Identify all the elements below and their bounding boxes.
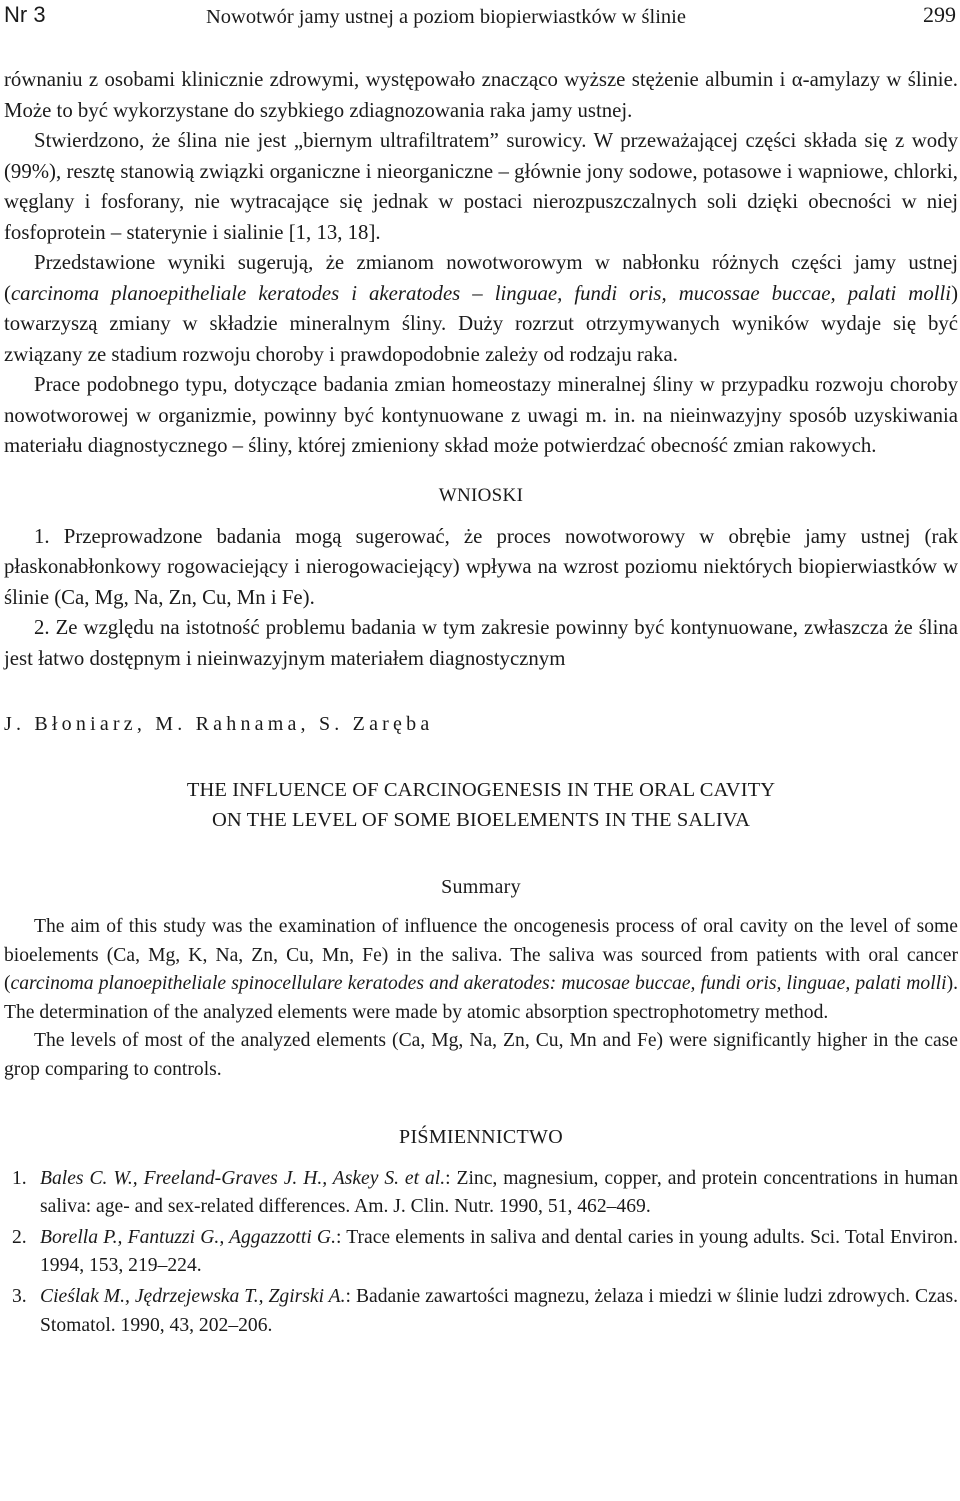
summary-latin-terms: carcinoma planoepitheliale spinocellulare keratodes and akeratodes: mucosae buccae, fundi oris, linguae, palati molli (10, 973, 947, 995)
reference-authors: Bales C. W., Freeland-Graves J. H., Askey S. et al. (40, 1167, 446, 1189)
summary-paragraph-1-text-a: The aim of this study was the examination of influence the oncogenesis process of oral cavity on the level of some bioelements (Ca, Mg, K, Na, Zn, Cu, Mn, Fe) in the saliva. The saliva was sourced from patients with oral cancer ( (4, 916, 958, 995)
page (4, 0, 958, 1342)
reference-details: : Zinc, magnesium, copper, and protein concentrations in human saliva: age- and sex-related differences. Am. J. Clin. Nutr. 1990, 51, 462–469. (40, 1167, 958, 1218)
summary-paragraph-2: The levels of most of the analyzed elements (Ca, Mg, Na, Zn, Cu, Mn and Fe) were significantly higher in the case grop comparing to controls. (4, 1030, 958, 1080)
reference-authors: Borella P., Fantuzzi G., Aggazzotti G. (40, 1226, 336, 1248)
english-authors: J. Błoniarz, M. Rahnama, S. Zaręba (4, 713, 434, 735)
reference-item (4, 1224, 958, 1281)
paragraph-4: Prace podobnego typu, dotyczące badania zmian homeostazy mineralnej śliny w przypadku rozwoju choroby nowotworowej w organizmie, powinny być kontynuowane z uwagi m. in. na nieinwazyjny sposób uzyskiwania materiału diagnostycznego – śliny, której zmieniony skład może potwierdzać obecność zmian rakowych. (4, 373, 958, 457)
reference-number: 2. (12, 1226, 27, 1248)
summary-body (4, 913, 958, 1085)
paragraph-1: równaniu z osobami klinicznie zdrowymi, występowało znacząco wyższe stężenie albumin i α-amylazy w ślinie. Może to być wykorzystane do szybkiego zdiagnozowania raka jamy ustnej. (4, 68, 958, 122)
paragraph-3-text-a: Przedstawione wyniki sugerują, że zmianom nowotworowym w nabłonku różnych części jamy ustnej ( (4, 251, 958, 305)
paragraph-3 (4, 248, 958, 370)
paragraph-3-text-b: ) towarzyszą zmiany w składzie mineralnym śliny. Duży rozrzut otrzymywanych wyników wydaje się być związany ze stadium rozwoju choroby i prawdopodobnie zależy od rodzaju raka. (4, 281, 958, 366)
running-header (4, 0, 958, 44)
issue-number: Nr 3 (4, 2, 46, 27)
page-number: 299 (923, 2, 956, 27)
reference-item (4, 1165, 958, 1222)
english-title-line-1: THE INFLUENCE OF CARCINOGENESIS IN THE ORAL CAVITY (186, 779, 776, 801)
reference-number: 1. (12, 1167, 27, 1189)
reference-item (4, 1283, 958, 1340)
conclusion-item-1: 1. Przeprowadzone badania mogą sugerować, że proces nowotworowy w obrębie jamy ustnej (rak płaskonabłonkowy rogowaciejący i nierogowaciejący) wpływa na wzrost poziomu niektórych biopierwiastków w ślinie (Ca, Mg, Na, Zn, Cu, Mn i Fe). (4, 524, 958, 609)
conclusion-item-2: 2. Ze względu na istotność problemu badania w tym zakresie powinny być kontynuowane, zwłaszcza że ślina jest łatwo dostępnym i nieinwazyjnym materiałem diagnostycznym (4, 616, 958, 670)
english-title (4, 775, 958, 835)
english-title-line-2: ON THE LEVEL OF SOME BIOELEMENTS IN THE SALIVA (212, 809, 750, 831)
references-list (4, 1165, 958, 1341)
conclusions-heading: WNIOSKI (438, 484, 524, 506)
paragraph-2: Stwierdzono, że ślina nie jest „biernym ultrafiltratem” surowicy. W przeważającej części składa się z wody (99%), resztę stanowią związki organiczne i nieorganiczne – głównie jony sodowe, potasowe i wapniowe, chlorki, węglany i fosforany, nie wytracające się jednak w postaci nierozpuszczalnych soli dzięki obecności w niej fosfoprotein – staterynie i sialinie [1, 13, 18]. (4, 129, 958, 244)
references-heading: PIŚMIENNICTWO (399, 1125, 563, 1148)
summary-heading: Summary (441, 876, 521, 898)
running-title: Nowotwór jamy ustnej a poziom biopierwiastków w ślinie (206, 6, 686, 28)
conclusions-list (4, 522, 958, 675)
reference-details: : Trace elements in saliva and dental caries in young adults. Sci. Total Environ. 1994, 153, 219–224. (40, 1226, 958, 1277)
summary-paragraph-1 (4, 913, 958, 1027)
reference-number: 3. (12, 1285, 27, 1307)
reference-details: : Badanie zawartości magnezu, żelaza i miedzi w ślinie ludzi zdrowych. Czas. Stomatol. 1990, 43, 202–206. (40, 1285, 958, 1336)
paragraph-3-latin-terms: carcinoma planoepitheliale keratodes i akeratodes – linguae, fundi oris, mucossae buccae, palati molli (10, 281, 952, 305)
summary-paragraph-1-text-b: ). The determination of the analyzed elements were made by atomic absorption spectrophotometry method. (4, 973, 958, 1023)
polish-body (4, 65, 958, 462)
reference-authors: Cieślak M., Jędrzejewska T., Zgirski A. (40, 1285, 346, 1307)
